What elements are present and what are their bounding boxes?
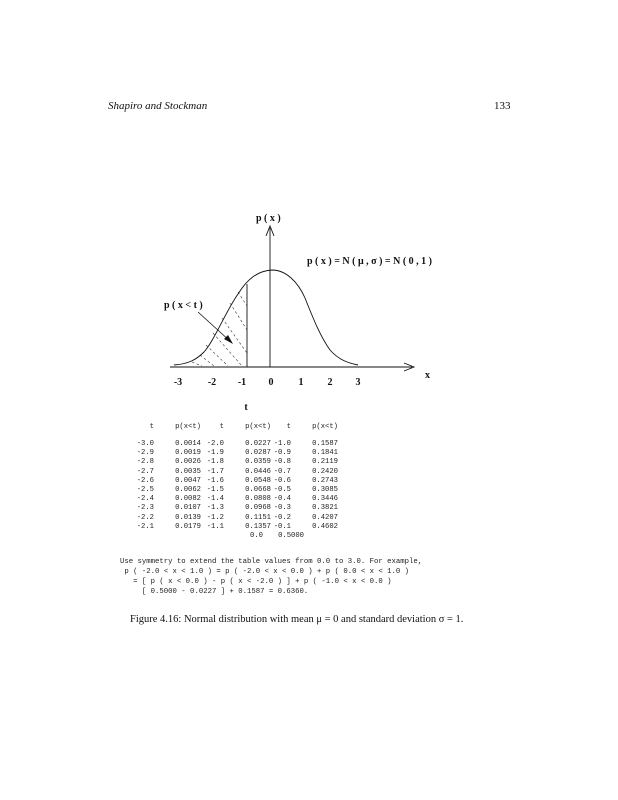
area-label: p ( x < t ) bbox=[164, 300, 203, 311]
table-cell-t: -1.8 bbox=[206, 458, 224, 467]
table-cell-t: -0.1 bbox=[273, 522, 291, 531]
table-cell-t: -1.2 bbox=[206, 513, 224, 522]
normal-curve bbox=[174, 270, 358, 365]
table-cell-t: -3.0 bbox=[136, 440, 154, 448]
table-cell-p: 0.4602 bbox=[312, 522, 338, 531]
table-cell-t: 0.0 bbox=[250, 532, 263, 540]
x-tick-label: 1 bbox=[298, 377, 304, 388]
table-cell-p: 0.0062 bbox=[175, 486, 201, 494]
table-cell-t: -1.1 bbox=[206, 522, 224, 531]
table-cell-t: -2.4 bbox=[136, 495, 154, 504]
symmetry-note bbox=[120, 557, 422, 597]
table-cell-p: 0.0107 bbox=[175, 504, 201, 513]
table-cell-t: -0.9 bbox=[273, 449, 291, 458]
table-cell-p: 0.1841 bbox=[312, 449, 338, 458]
table-cell-p: 0.3085 bbox=[312, 486, 338, 494]
running-head: Shapiro and Stockman bbox=[108, 100, 208, 112]
table-cell-t: -2.7 bbox=[136, 467, 154, 476]
table-cell-t: -1.3 bbox=[206, 504, 224, 513]
table-cell-t: -0.3 bbox=[273, 504, 291, 513]
table-cell-p: 0.2119 bbox=[312, 458, 338, 467]
note-line: Use symmetry to extend the table values from 0.0 to 3.0. For example, bbox=[120, 558, 423, 566]
note-line: = [ p ( x < 0.0 ) - p ( x < -2.0 ) ] + p ( -1.0 < x < 0.0 ) bbox=[120, 578, 392, 586]
table-cell-t: -0.4 bbox=[273, 495, 291, 504]
table-header-t: t bbox=[219, 423, 224, 431]
table-cell-t: -2.2 bbox=[136, 513, 154, 522]
table-cell-p: 0.0047 bbox=[175, 476, 201, 485]
table-cell-p: 0.0227 bbox=[245, 440, 271, 448]
table-cell-t: -1.4 bbox=[206, 495, 224, 504]
table-cell-p: 0.0026 bbox=[175, 458, 201, 467]
table-header-p: p(x<t) bbox=[175, 423, 201, 431]
x-tick-label: 3 bbox=[355, 377, 361, 388]
table-cell-p: 0.2743 bbox=[312, 476, 338, 485]
table-cell-p: 0.3821 bbox=[312, 504, 338, 513]
x-tick-label: -2 bbox=[207, 377, 217, 388]
table-cell-p: 0.0139 bbox=[175, 513, 201, 522]
table-cell-p: 0.4207 bbox=[312, 513, 338, 522]
table-cell-p: 0.0287 bbox=[245, 449, 271, 458]
table-cell-p: 0.0019 bbox=[175, 449, 201, 458]
page-number: 133 bbox=[494, 100, 511, 112]
curve-label: p ( x ) = N ( μ , σ ) = N ( 0 , 1 ) bbox=[307, 256, 432, 267]
table-cell-p: 0.3446 bbox=[312, 495, 338, 504]
table-cell-t: -0.7 bbox=[273, 467, 291, 476]
table-cell-t: -2.0 bbox=[206, 440, 224, 448]
table-cell-p: 0.0968 bbox=[245, 504, 271, 513]
note-line: p ( -2.0 < x < 1.0 ) = p ( -2.0 < x < 0.0 ) + p ( 0.0 < x < 1.0 ) bbox=[120, 568, 410, 576]
table-cell-t: -0.5 bbox=[273, 486, 291, 494]
table-cell-p: 0.0082 bbox=[175, 495, 201, 504]
figure-caption: Figure 4.16: Normal distribution with mean μ = 0 and standard deviation σ = 1. bbox=[130, 614, 464, 625]
table-cell-t: -1.0 bbox=[273, 440, 291, 448]
y-axis-label: p ( x ) bbox=[256, 213, 281, 224]
table-cell-t: -1.7 bbox=[206, 467, 224, 476]
table-cell-p: 0.0014 bbox=[175, 440, 201, 448]
table-cell-t: -2.9 bbox=[136, 449, 154, 458]
table-cell-t: -0.2 bbox=[273, 513, 291, 522]
table-cell-t: -1.6 bbox=[206, 476, 224, 485]
table-cell-t: -1.5 bbox=[206, 486, 224, 494]
table-cell-p: 0.0179 bbox=[175, 522, 201, 531]
table-cell-p: 0.1357 bbox=[245, 522, 271, 531]
x-tick-label: -3 bbox=[173, 377, 183, 388]
x-tick-label: 0 bbox=[268, 377, 274, 388]
table-cell-p: 0.0548 bbox=[245, 476, 271, 485]
table-cell-p: 0.0668 bbox=[245, 486, 271, 494]
table-header-p: p(x<t) bbox=[312, 423, 338, 431]
table-cell-t: -2.3 bbox=[136, 504, 154, 513]
x-tick-label: 2 bbox=[327, 377, 333, 388]
table-header-t: t bbox=[286, 423, 291, 431]
t-label: t bbox=[244, 402, 248, 413]
table-cell-t: -2.5 bbox=[136, 486, 154, 494]
table-cell-t: -2.8 bbox=[136, 458, 154, 467]
table-cell-p: 0.0808 bbox=[245, 495, 271, 504]
note-line: [ 0.5000 - 0.0227 ] + 0.1587 = 0.6360. bbox=[120, 588, 309, 596]
table-cell-t: -2.6 bbox=[136, 476, 154, 485]
table-cell-t: -2.1 bbox=[136, 522, 154, 531]
x-tick-label: -1 bbox=[237, 377, 247, 388]
table-cell-p: 0.1587 bbox=[312, 440, 338, 448]
table-header-t: t bbox=[149, 423, 154, 431]
table-cell-p: 0.0035 bbox=[175, 467, 201, 476]
table-cell-t: -0.8 bbox=[273, 458, 291, 467]
table-cell-t: -0.6 bbox=[273, 476, 291, 485]
table-header-p: p(x<t) bbox=[245, 423, 271, 431]
x-axis-label: x bbox=[425, 370, 430, 381]
table-cell-p: 0.0446 bbox=[245, 467, 271, 476]
table-cell-p: 0.2420 bbox=[312, 467, 338, 476]
table-cell-p: 0.1151 bbox=[245, 513, 271, 522]
table-cell-p: 0.5000 bbox=[278, 532, 304, 540]
table-cell-p: 0.0359 bbox=[245, 458, 271, 467]
table-cell-t: -1.9 bbox=[206, 449, 224, 458]
